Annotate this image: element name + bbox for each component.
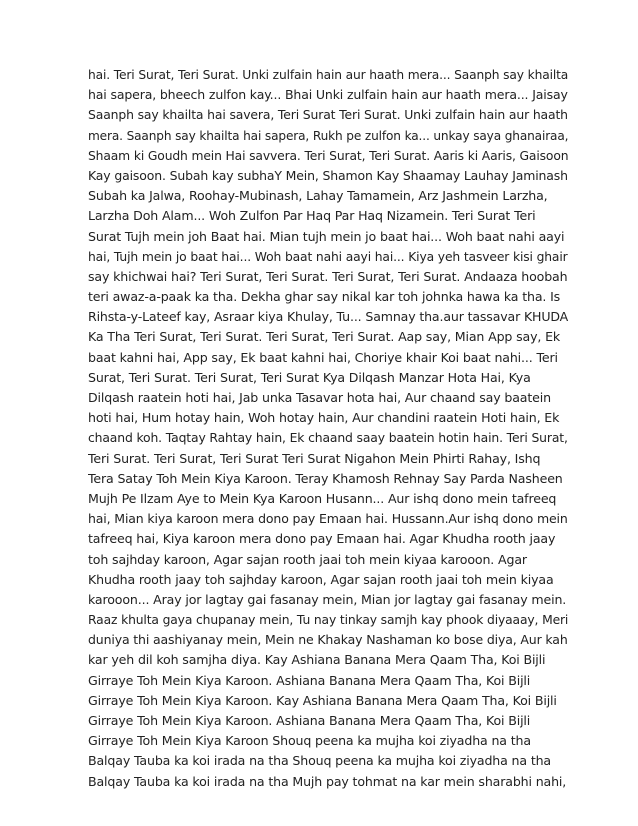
text-line: Raaz khulta gaya chupanay mein, Tu nay tinkay samjh kay phook diyaaay, Meri (88, 612, 569, 628)
text-line: hai, Mian kiya karoon mera dono pay Emaan hai. Hussann.Aur ishq dono mein (88, 511, 568, 527)
text-line: toh sajhday karoon, Agar sajan rooth jaai toh mein kiyaa karooon. Agar (88, 551, 527, 567)
text-line: Mujh Pe Ilzam Aye to Mein Kya Karoon Husann... Aur ishq dono mein tafreeq (88, 490, 557, 506)
text-line: Khudha rooth jaay toh sajhday karoon, Agar sajan rooth jaai toh mein kiyaa (88, 571, 554, 587)
text-line: Balqay Tauba ka koi irada na tha Shouq peena ka mujha koi ziyadha na tha (88, 753, 552, 769)
text-line: Rihsta-y-Lateef kay, Asraar kiya Khulay, Tu... Samnay tha.aur tassavar KHUDA (88, 309, 569, 325)
text-line: Surat, Teri Surat. Teri Surat, Teri Surat Kya Dilqash Manzar Hota Hai, Kya (88, 369, 531, 385)
text-line: Larzha Doh Alam... Woh Zulfon Par Haq Par Haq Nizamein. Teri Surat Teri (88, 208, 536, 224)
text-line: Shaam ki Goudh mein Hai savvera. Teri Surat, Teri Surat. Aaris ki Aaris, Gaisoon (88, 147, 569, 163)
text-line: Dilqash raatein hoti hai, Jab unka Tasavar hota hai, Aur chaand say baatein (88, 390, 551, 405)
text-line: say khichwai hai? Teri Surat, Teri Surat. Teri Surat, Teri Surat. Andaaza hoobah (88, 268, 568, 284)
text-line: duniya thi aashiyanay mein, Mein ne Khakay Nashaman ko bose diya, Aur kah (88, 632, 568, 648)
text-line: karooon... Aray jor lagtay gai fasanay mein, Mian jor lagtay gai fasanay mein. (88, 591, 567, 607)
text-line: Ka Tha Teri Surat, Teri Surat. Teri Surat, Teri Surat. Aap say, Mian App say, Ek (88, 329, 561, 345)
text-line: Girraye Toh Mein Kiya Karoon. Kay Ashiana Banana Mera Qaam Tha, Koi Bijli (88, 692, 557, 708)
text-line: Subah ka Jalwa, Roohay-Mubinash, Lahay Tamamein, Arz Jashmein Larzha, (88, 188, 548, 204)
text-line: Saanph say khailta hai savera, Teri Surat Teri Surat. Unki zulfain hain aur haath (88, 107, 568, 123)
text-line: hai. Teri Surat, Teri Surat. Unki zulfain hain aur haath mera... Saanph say khailta (88, 67, 569, 82)
text-line: chaand koh. Taqtay Rahtay hain, Ek chaand saay baatein hotin hain. Teri Surat, (88, 430, 568, 446)
text-line: hai sapera, bheech zulfon kay... Bhai Unki zulfain hain aur haath mera... Jaisay (88, 87, 568, 103)
text-line: Surat Tujh mein joh Baat hai. Mian tujh mein jo baat hai... Woh baat nahi aayi (88, 228, 565, 244)
text-line: Kay gaisoon. Subah kay subhaY Mein, Shamon Kay Shaamay Lauhay Jaminash (88, 167, 568, 183)
text-line: kar yeh dil koh samjha diya. Kay Ashiana Banana Mera Qaam Tha, Koi Bijli (88, 652, 546, 668)
text-line: tafreeq hai, Kiya karoon mera dono pay Emaan hai. Agar Khudha rooth jaay (88, 531, 556, 547)
text-line: hoti hai, Hum hotay hain, Woh hotay hain, Aur chandini raatein Hoti hain, Ek (88, 410, 560, 426)
text-line: baat kahni hai, App say, Ek baat kahni hai, Choriye khair Koi baat nahi... Teri (88, 349, 558, 365)
text-line: Balqay Tauba ka koi irada na tha Mujh pay tohmat na kar mein sharabhi nahi, (88, 773, 567, 789)
text-line: Girraye Toh Mein Kiya Karoon. Ashiana Banana Mera Qaam Tha, Koi Bijli (88, 672, 531, 688)
text-line: hai, Tujh mein jo baat hai... Woh baat nahi aayi hai... Kiya yeh tasveer kisi ghair (88, 248, 568, 264)
text-line: teri awaz-a-paak ka tha. Dekha ghar say nikal kar toh johnka hawa ka tha. Is (88, 289, 561, 305)
text-line: Teri Surat. Teri Surat, Teri Surat Teri Surat Nigahon Mein Phirti Rahay, Ishq (88, 450, 541, 466)
text-line: Tera Satay Toh Mein Kiya Karoon. Teray Khamosh Rehnay Say Parda Nasheen (88, 470, 563, 486)
text-line: mera. Saanph say khailta hai sapera, Rukh pe zulfon ka... unkay saya ghanairaa, (88, 127, 569, 143)
body-text (88, 65, 568, 792)
text-line: Girraye Toh Mein Kiya Karoon Shouq peena ka mujha koi ziyadha na tha (88, 733, 531, 749)
text-line: Girraye Toh Mein Kiya Karoon. Ashiana Banana Mera Qaam Tha, Koi Bijli (88, 713, 531, 728)
